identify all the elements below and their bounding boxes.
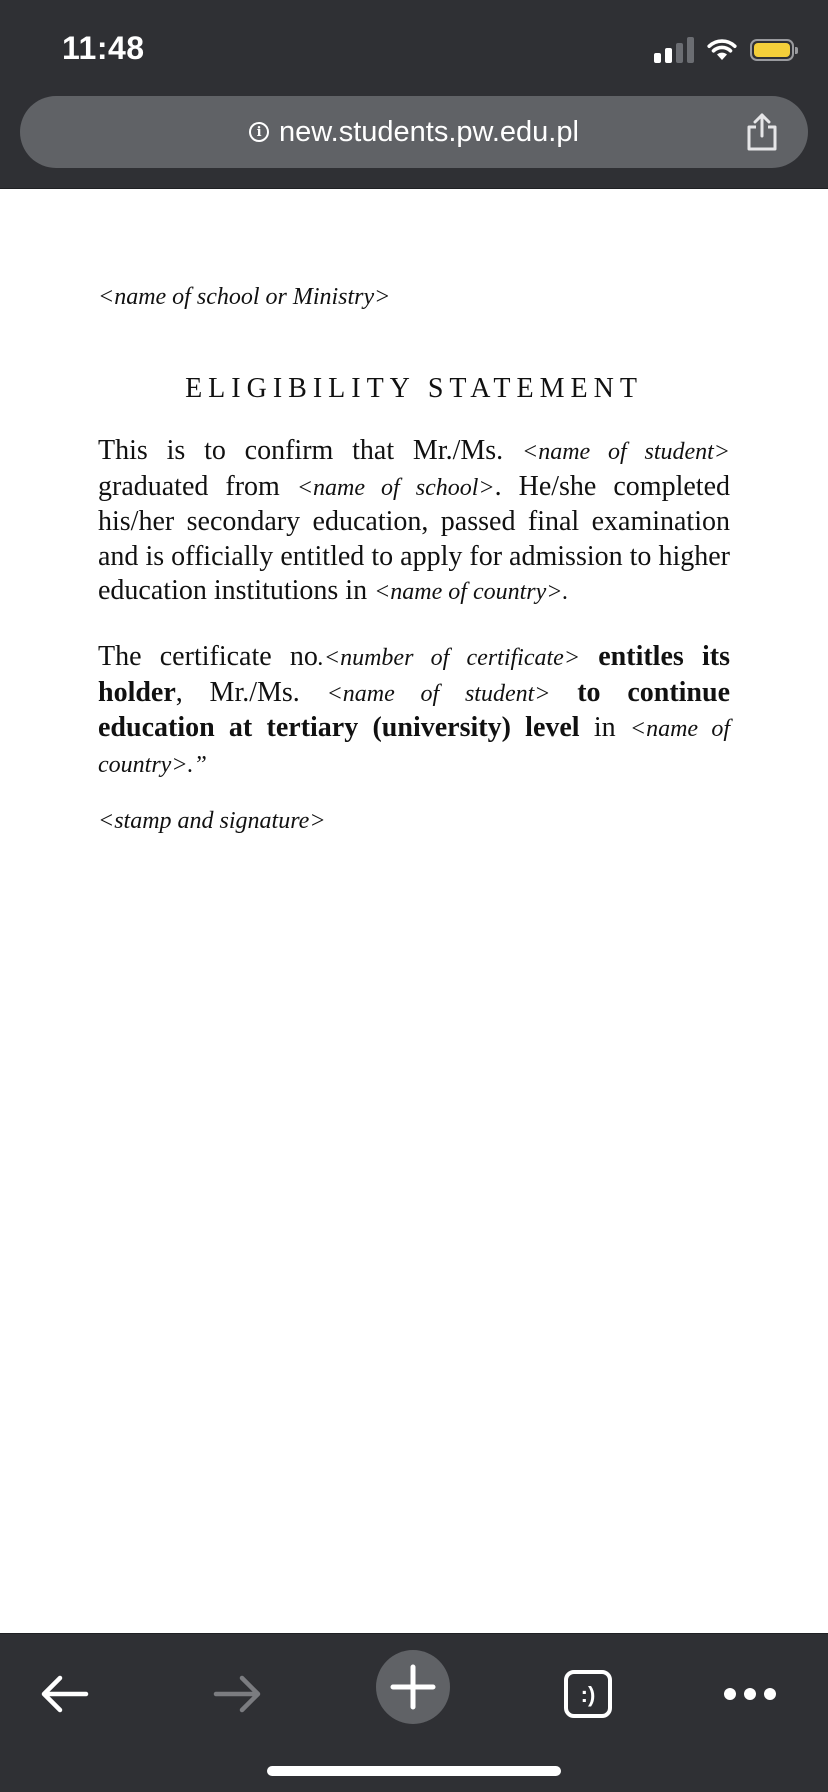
text-segment: This is to confirm that Mr./Ms. (98, 435, 522, 466)
text-segment: .” (187, 751, 207, 778)
text-segment: The certificate no (98, 641, 318, 672)
cellular-signal-icon (654, 37, 694, 63)
text-segment: . (562, 579, 569, 605)
browser-top-chrome (0, 0, 828, 189)
country-name-placeholder: <name of country> (374, 579, 563, 605)
school-name-placeholder: <name of school> (296, 474, 495, 501)
browser-bottom-toolbar (0, 1633, 828, 1792)
tabs-icon (563, 1669, 613, 1719)
wifi-icon (706, 38, 738, 62)
svg-text::): :) (580, 1682, 596, 1707)
more-menu-button[interactable] (712, 1656, 788, 1732)
text-segment: in (579, 712, 630, 743)
student-name-placeholder: <name of student> (326, 680, 551, 707)
back-button[interactable] (26, 1656, 102, 1732)
forward-button[interactable] (200, 1656, 276, 1732)
certificate-paragraph (98, 640, 730, 782)
bold-text-segment: to continue education at tertiary (university) level (98, 676, 730, 743)
confirmation-paragraph (98, 434, 730, 610)
student-name-placeholder: <name of student> (522, 439, 730, 465)
page-title: ELIGIBILITY STATEMENT (185, 373, 643, 404)
back-arrow-icon (38, 1672, 90, 1716)
tabs-button[interactable] (550, 1656, 626, 1732)
info-icon[interactable]: i (249, 122, 269, 142)
certificate-number-placeholder: .<number of certificate> (317, 645, 581, 671)
country-name-placeholder: <name of country> (98, 716, 730, 778)
plus-icon (389, 1663, 437, 1711)
address-bar[interactable] (20, 96, 808, 168)
status-icons (654, 36, 794, 64)
share-icon[interactable] (744, 112, 780, 152)
school-placeholder: <name of school or Ministry> (98, 284, 391, 310)
more-icon (722, 1686, 778, 1702)
battery-icon (750, 39, 794, 61)
forward-arrow-icon (212, 1672, 264, 1716)
stamp-signature-placeholder: <stamp and signature> (98, 808, 326, 834)
status-time: 11:48 (62, 30, 145, 66)
text-segment: , Mr./Ms. (175, 676, 327, 708)
new-tab-button[interactable] (376, 1650, 450, 1724)
url-text[interactable]: new.students.pw.edu.pl (279, 115, 579, 148)
text-segment: . He/she completed his/her secondary education, passed final examination and is officially entitled to apply for admission to higher education institutions in (98, 470, 730, 606)
text-segment: graduated from (98, 470, 297, 502)
home-indicator[interactable] (267, 1766, 561, 1776)
bold-text-segment: entitles its holder (98, 641, 730, 708)
